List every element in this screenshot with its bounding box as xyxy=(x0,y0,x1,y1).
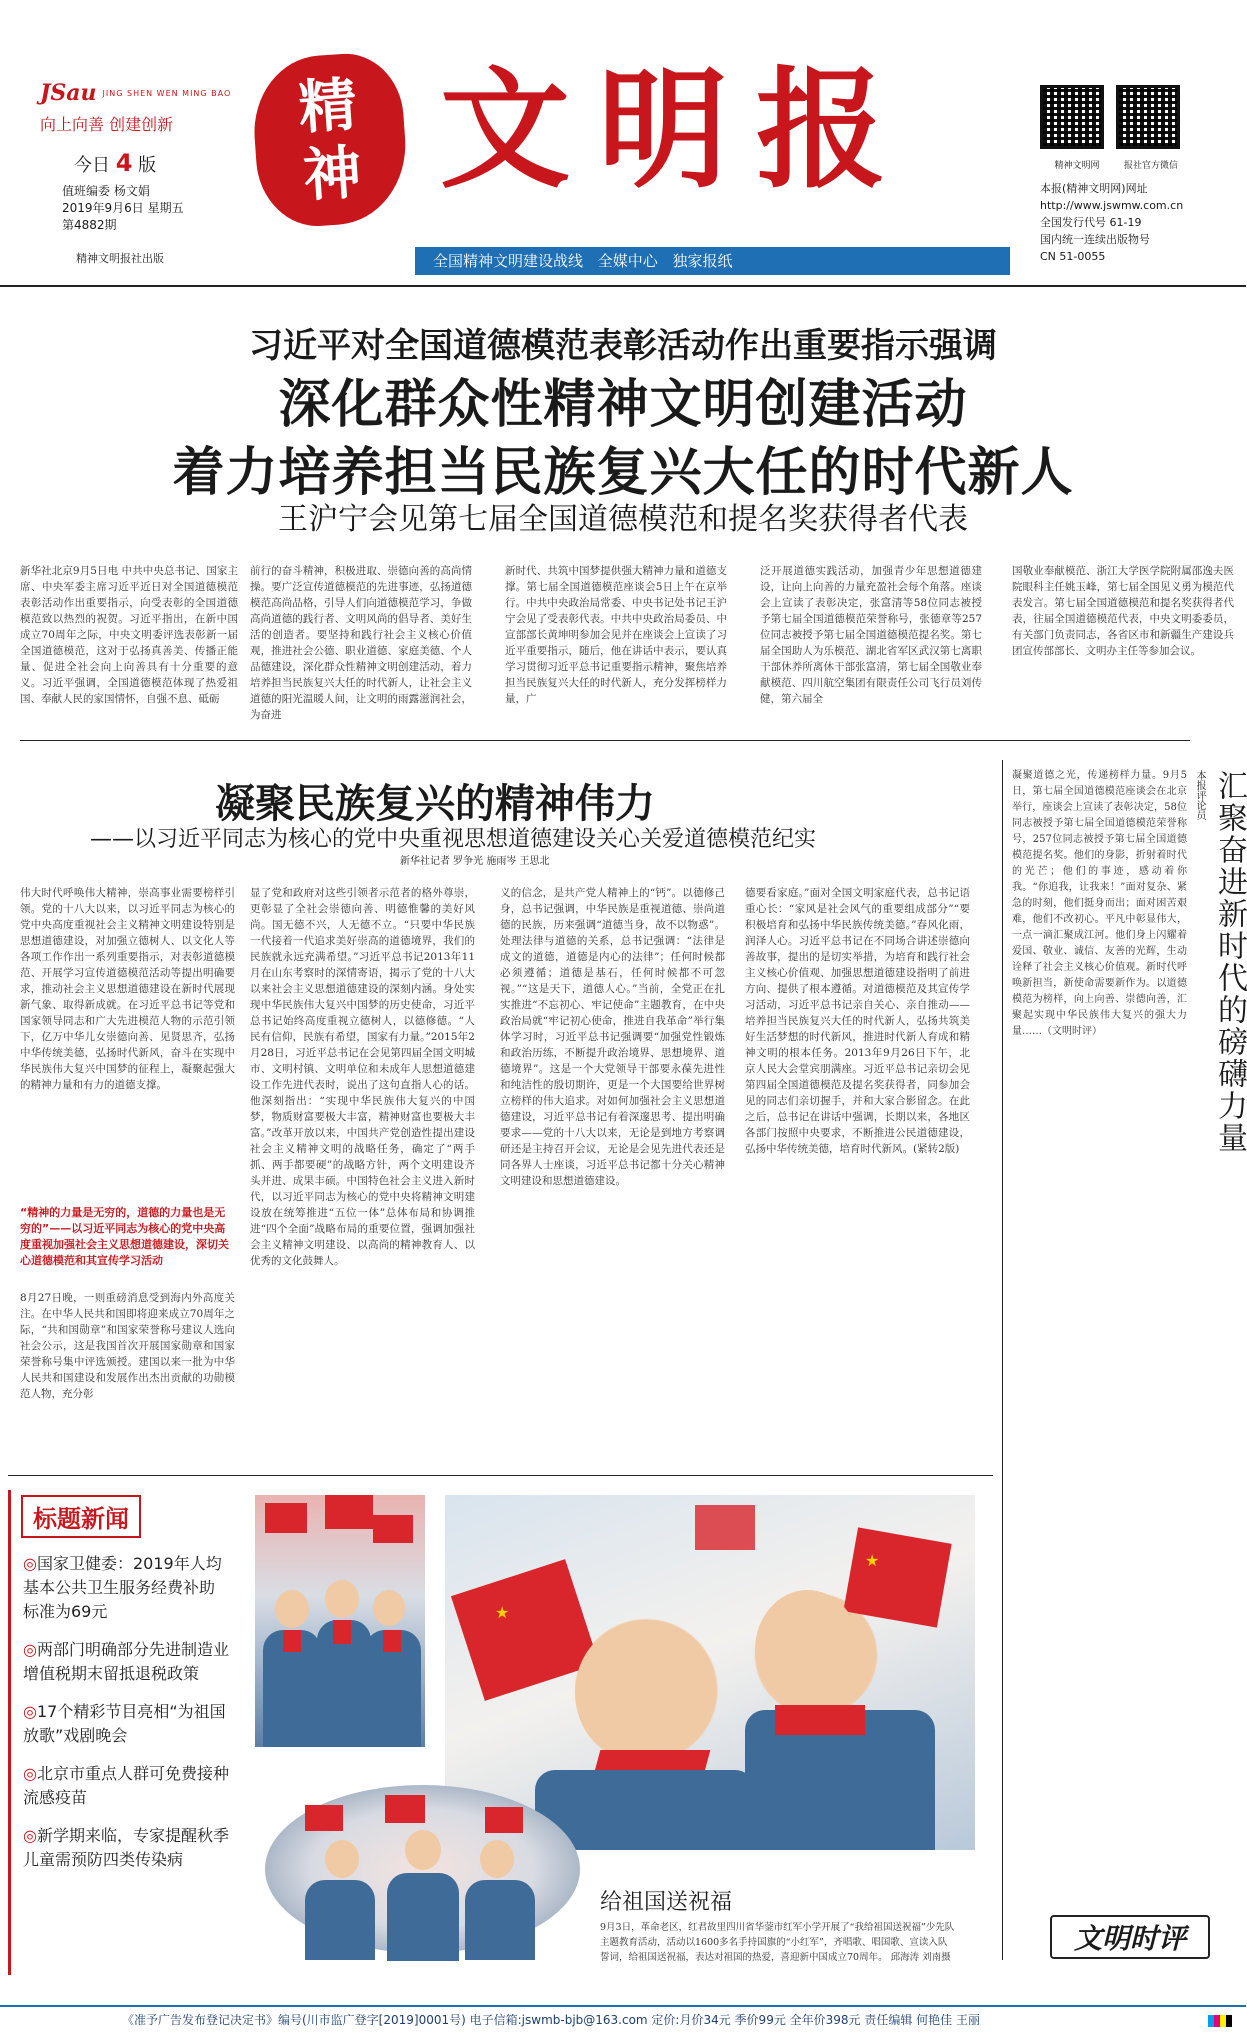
editor-line: 值班编委 杨文娟 xyxy=(62,184,150,198)
today-number: 4 xyxy=(115,149,133,177)
news-item[interactable]: ◎国家卫健委：2019年人均基本公共卫生服务经费补助标准为69元 xyxy=(23,1554,222,1621)
brand-logo: JSau xyxy=(40,80,97,106)
photo-children-oval[interactable] xyxy=(265,1785,580,1953)
photo-caption-text: 9月3日，革命老区，红君故里四川省华蓥市红军小学开展了“我给祖国送祝福”少先队主题教育活动，活动以1600多名手持国旗的“小红军”，齐唱歌、唱国歌、宣读入队誓词，给祖国送祝福，表达对祖国的热爱，喜迎新中国成立70周年。 邱海涛 刘南摄 xyxy=(600,1922,955,1963)
brand-line xyxy=(40,80,240,106)
brand-pinyin: JING SHEN WEN MING BAO xyxy=(102,88,232,98)
photo-children-flags-main[interactable]: ★ ★ xyxy=(445,1495,975,1850)
bullet-icon: ◎ xyxy=(23,1826,37,1845)
qr-code-icon[interactable] xyxy=(1040,85,1104,149)
meta-line: http://www.jswmw.com.cn xyxy=(1040,199,1184,212)
commentary-title: 汇聚奋进新时代的磅礴力量 xyxy=(1212,770,1247,1154)
meta-line: 全国发行代号 61-19 xyxy=(1040,216,1142,229)
meta-line: 国内统一连续出版物号 xyxy=(1040,233,1150,246)
lead-kicker: 习近平对全国道德模范表彰活动作出重要指示强调 xyxy=(249,326,997,366)
issue-line: 第4882期 xyxy=(62,218,117,232)
publisher: 精神文明报社出版 xyxy=(76,252,164,265)
today-pages xyxy=(40,149,240,177)
news-item[interactable]: ◎新学期来临，专家提醒秋季儿童需预防四类传染病 xyxy=(23,1826,229,1869)
lead-column-4: 泛开展道德实践活动，加强青少年思想道德建设，让向上向善的力量充盈社会每个角落。座谈会上宣读了表彰决定，张富清等58位同志被授予第七届全国道德模范荣誉称号，张德章等257位同志被授予第七届全国道德模范提名奖。第七届全国助人为乐模范、湖北省军区武汉第七离职干部休养所离休干部张富清，第七届全国敬业奉献模范、四川航空集团有限责任公司飞行员刘传健，第六届全 xyxy=(760,565,982,705)
feature-byline: 新华社记者 罗争光 施雨岑 王思北 xyxy=(400,856,550,867)
feature-column-1b: 8月27日晚，一则重磅消息受到海内外高度关注。在中华人民共和国即将迎来成立70周年之际，“共和国勋章”和国家荣誉称号建议人选向社会公示，这是我国首次开展国家勋章和国家荣誉称号集中评选颁授。建国以来一批为中华人民共和国建设和发展作出杰出贡献的功勋模范人物，充分彰 xyxy=(20,1292,235,1400)
seal-char-bottom: 神 xyxy=(301,137,364,210)
photo-caption-title: 给祖国送祝福 xyxy=(600,1890,733,1915)
divider xyxy=(20,740,1190,741)
today-suffix: 版 xyxy=(138,155,157,176)
bullet-icon: ◎ xyxy=(23,1640,37,1659)
feature-column-2: 显了党和政府对这些引领者示范者的格外尊崇，更彰显了全社会崇德向善、明德惟馨的美好风尚。国无德不兴，人无德不立。“只要中华民族一代接着一代追求美好崇高的道德境界，我们的民族就永远充满希望。”习近平总书记2013年11月在山东考察时的深情寄语，揭示了党的十八大以来社会主义思想道德建设的深刻内涵。身处实现中华民族伟大复兴中国梦的历史使命，习近平总书记始终高度重视立德树人，以德修德。“人民有信仰，民族有希望，国家有力量。”2015年2月28日，习近平总书记在会见第四届全国文明城市、文明村镇、文明单位和未成年人思想道德建设工作先进代表时，说出了这句直指人心的话。他深刻指出：“实现中华民族伟大复兴的中国梦，物质财富要极大丰富，精神财富也要极大丰富。”改革开放以来，中国共产党创造性提出建设社会主义精神文明的战略任务，确定了“两手抓、两手都要硬”的战略方针，两个文明建设齐头并进、成果丰硕。中国特色社会主义进入新时代，以习近平同志为核心的党中央将精神文明建设放在统筹推进“五位一体”总体布局和协调推进“四个全面”战略布局的重要位置，强调加强社会主义精神文明建设、以高尚的精神教育人、以优秀的文化鼓舞人。 xyxy=(250,887,475,1267)
masthead-left xyxy=(40,80,240,266)
bullet-icon: ◎ xyxy=(23,1554,37,1573)
lead-subhead: 王沪宁会见第七届全国道德模范和提名奖获得者代表 xyxy=(278,502,968,537)
qr-codes xyxy=(1040,85,1210,265)
footer xyxy=(0,2005,1246,2034)
feature-column-1: 伟大时代呼唤伟大精神，崇高事业需要榜样引领。党的十八大以来，以习近平同志为核心的党中央高度重视社会主义精神文明建设特别是思想道德建设，对加强立德树人、以文化人等各项工作作出一系列重要指示，对表彰道德模范、开展学习宣传道德模范活动等提出明确要求，推动社会主义思想道德建设在新时代展现新气象、取得新成就。在习近平总书记等党和国家领导同志和广大先进模范人物的示范引领下，亿万中华儿女崇德向善、见贤思齐，弘扬中华传统美德，弘扬时代新风，奋斗在实现中华民族伟大复兴中国梦的征程上，凝聚起强大的精神力量和有力的道德支撑。 xyxy=(20,887,235,1091)
commentary-body: 凝聚道德之光，传递榜样力量。9月5日，第七届全国道德模范座谈会在北京举行，座谈会上宣读了表彰决定，58位同志被授予第七届全国道德模范荣誉称号，257位同志被授予第七届全国道德模范提名奖。他们的身影，折射着时代的光芒；他们的事迹，感动着你我。“你追我，让我来！”面对复杂、紧急的时刻，他们挺身而出；面对困苦艰难，他们不改初心。平凡中彰显伟大，一点一滴汇聚成江河。他们身上闪耀着爱国、敬业、诚信、友善的光辉，生动诠释了社会主义核心价值观。新时代呼唤新担当，新使命需要新作为。以道德模范为榜样，向上向善、崇德向善，汇聚起实现中华民族伟大复兴的强大力量……（文明时评） xyxy=(1012,770,1187,1037)
title-news-box xyxy=(8,1490,230,1975)
issue-meta xyxy=(40,183,240,234)
seal-char-top: 精 xyxy=(296,70,359,143)
lead-column-1: 新华社北京9月5日电 中共中央总书记、国家主席、中央军委主席习近平近日对全国道德模范表彰活动作出重要指示，向受表彰的全国道德模范致以热烈的祝贺。习近平指出，在新中国成立70周年之际，中央文明委评选表彰新一届全国道德模范，这对于弘扬真善美、传播正能量、促进全社会向上向善具有十分重要的意义。习近平强调，全国道德模范体现了热爱祖国、奉献人民的家国情怀，自强不息、砥砺 xyxy=(20,565,238,705)
feature-column-3: 义的信念，是共产党人精神上的“钙”。以德修己身，总书记强调，中华民族是重视道德、崇尚道德的民族，历来强调“道德当身，故不以物惑”。处理法律与道德的关系，总书记强调：“法律是成文的道德，道德是内心的法律”；任何时候都必须遵循；道德是基石，任何时候都不可忽视。”“这是天下，道德人心。”当前，全党正在扎实推进“不忘初心、牢记使命”主题教育，在中央政治局就“牢记初心使命，推进自我革命”举行集体学习时，习近平总书记强调要“加强党性锻炼和政治历练，不断提升政治境界、思想境界、道德境界”。这是一个大党领导干部要永葆先进性和纯洁性的殷切期许，更是一个大国要给世界树立榜样的伟大追求。对如何加强社会主义思想道德建设，习近平总书记有着深邃思考、提出明确要求——党的十八大以来，无论是到地方考察调研还是主持召开会议，无论是会见先进代表还是同各界人士座谈，习近平总书记都十分关心精神文明建设和思想道德建设。 xyxy=(500,887,725,1187)
news-item[interactable]: ◎两部门明确部分先进制造业增值税期末留抵退税政策 xyxy=(23,1640,229,1683)
bullet-icon: ◎ xyxy=(23,1702,37,1721)
commentary-label: 文明时评 xyxy=(1050,1915,1210,1959)
feature-column-4: 德要看家庭。”面对全国文明家庭代表，总书记语重心长：“家风是社会风气的重要组成部分”“要积极培育和弘扬中华民族传统美德。”春风化雨，润泽人心。习近平总书记在不同场合讲述崇德向善故事，提出的是切实举措，为培育和践行社会主义核心价值观、加强思想道德建设指明了前进方向、提供了根本遵循。对道德模范及其宣传学习活动，习近平总书记亲自关心、亲自推动——培养担当民族复兴大任的时代新人，弘扬共筑美好生活梦想的时代新风，推进时代新人育成和精神文明的根本任务。2013年9月26日下午，北京人民大会堂宾朋满座。习近平总书记亲切会见第四届全国道德模范及提名奖获得者，同参加会见的同志们亲切握手，并和大家合影留念。在此之后，总书记在讲话中强调，长期以来，各地区各部门按照中央要求，不断推进公民道德建设，弘扬中华传统美德，培育时代新风。(紧转2版) xyxy=(745,887,970,1155)
slogan: 向上向善 创建创新 xyxy=(40,115,174,134)
divider xyxy=(1002,760,1003,1960)
lead-headline-2: 着力培养担当民族复兴大任的时代新人 xyxy=(172,443,1074,503)
commentary-author: 本报评论员 xyxy=(1194,770,1205,820)
lead-column-3: 新时代、共筑中国梦提供强大精神力量和道德支撑。第七届全国道德模范座谈会5日上午在京举行。中共中央政治局常委、中央书记处书记王沪宁会见了受表彰代表。中共中央政治局委员、中宣部部长黄坤明参加会见并在座谈会上宣读了习近平重要指示，随后，他在讲话中表示，要认真学习贯彻习近平总书记重要指示精神，聚焦培养担当民族复兴大任的时代新人，充分发挥榜样力量，广 xyxy=(505,565,727,705)
title-news-label: 标题新闻 xyxy=(21,1495,141,1538)
feature-pull-quote: “精神的力量是无穷的，道德的力量也是无穷的”——以习近平同志为核心的党中央高度重视加强社会主义思想道德建设，深切关心道德模范和其宣传学习活动 xyxy=(20,1206,229,1267)
masthead-banner: 全国精神文明建设战线 全媒中心 独家报纸 xyxy=(415,247,1010,275)
divider xyxy=(8,1475,993,1476)
qr-label-wechat: 报社官方微信 xyxy=(1123,161,1178,171)
today-prefix: 今日 xyxy=(74,155,110,176)
masthead-seal xyxy=(249,50,410,230)
feature-headline: 凝聚民族复兴的精神伟力 xyxy=(215,781,655,827)
meta-line: 本报(精神文明网)网址 xyxy=(1040,182,1148,195)
date-line: 2019年9月6日 星期五 xyxy=(62,201,184,215)
meta-line: CN 51-0055 xyxy=(1040,250,1106,263)
photo-children-flags-left[interactable] xyxy=(255,1495,425,1747)
newspaper-title: 文明报 xyxy=(440,53,915,206)
news-item[interactable]: ◎17个精彩节目亮相“为祖国放歌”戏剧晚会 xyxy=(23,1702,226,1745)
divider xyxy=(0,285,1246,287)
lead-column-2: 前行的奋斗精神，积极进取、崇德向善的高尚情操。要广泛宣传道德模范的先进事迹，弘扬道德模范高尚品格，引导人们向道德模范学习，争做高尚道德的践行者、文明风尚的倡导者、美好生活的创造者。要坚持和践行社会主义核心价值观，推进社会公德、职业道德、家庭美德、个人品德建设，深化群众性精神文明创建活动，着力培养担当民族复兴大任的时代新人，让社会主义道德的阳光温暖人间，让文明的雨露滋润社会，为奋进 xyxy=(250,565,472,721)
color-registration-icon xyxy=(1208,2015,1232,2027)
qr-code-icon[interactable] xyxy=(1116,85,1180,149)
footer-text: 《准予广告发布登记决定书》编号(川市监广登字[2019]0001号) 电子信箱:jswmb-bjb@163.com 定价:月价34元 季价99元 全年价398元 责任编辑 何艳佳 王丽 xyxy=(122,2013,980,2027)
qr-label-website: 精神文明网 xyxy=(1054,161,1100,171)
contact-meta xyxy=(1040,180,1210,265)
lead-headline-1: 深化群众性精神文明创建活动 xyxy=(278,375,968,435)
feature-subhead: ——以习近平同志为核心的党中央重视思想道德建设关心关爱道德模范纪实 xyxy=(90,827,817,852)
bullet-icon: ◎ xyxy=(23,1764,37,1783)
news-item[interactable]: ◎北京市重点人群可免费接种流感疫苗 xyxy=(23,1764,229,1807)
lead-column-5: 国敬业奉献模范、浙江大学医学院附属邵逸夫医院眼科主任姚玉峰，第七届全国见义勇为模范代表发言。第七届全国道德模范和提名奖获得者代表，往届全国道德模范代表，中央文明委委员，有关部门负责同志，各省区市和新疆生产建设兵团宣传部部长、文明办主任等参加会议。 xyxy=(1012,565,1234,657)
